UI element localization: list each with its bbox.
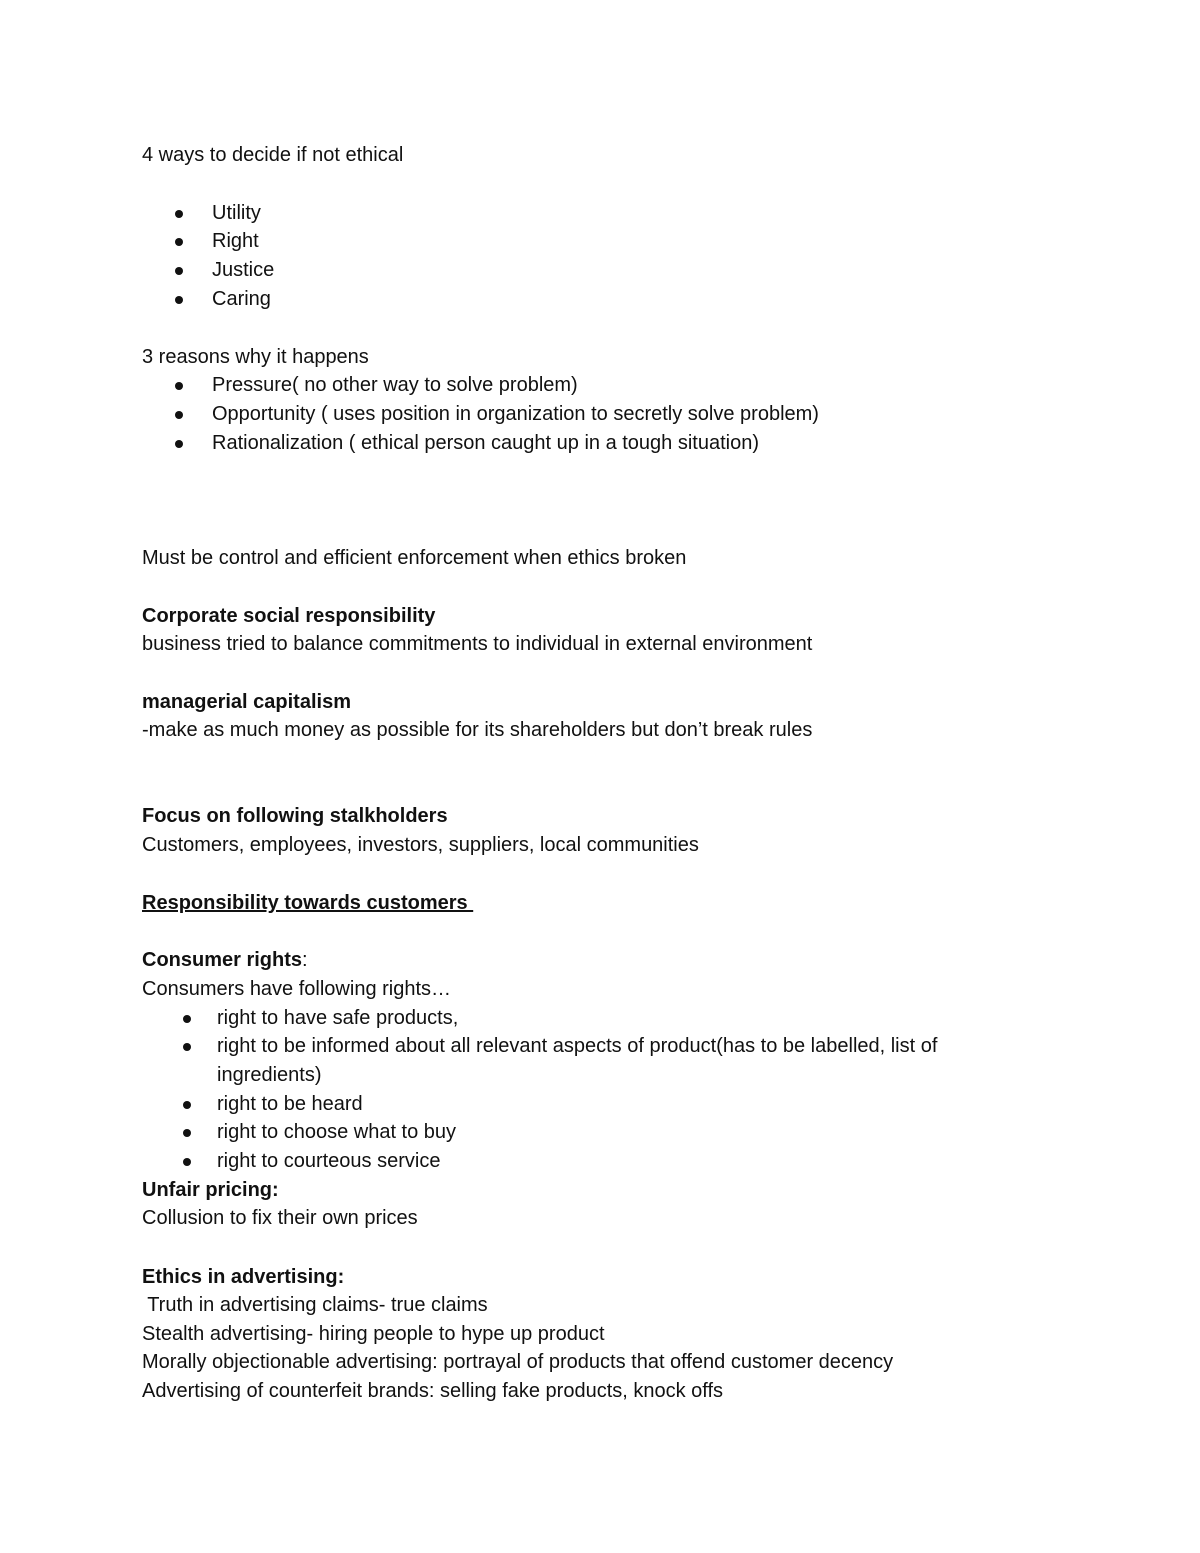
bullet-icon [175,296,183,304]
consumer-rights-heading-line [142,946,308,975]
list-item: Utility [212,202,261,224]
bullet-icon [175,440,183,448]
managerial-text: -make as much money as possible for its shareholders but don’t break rules [142,719,813,741]
consumer-rights-colon: : [302,949,308,971]
responsibility-heading: Responsibility towards customers [142,892,474,914]
list-item: Justice [212,259,275,281]
advertising-line: Advertising of counterfeit brands: selling fake products, knock offs [142,1380,724,1402]
bullet-icon [175,411,183,419]
bullet-icon [175,210,183,218]
advertising-line: Truth in advertising claims- true claims [142,1294,488,1316]
unfair-pricing-heading: Unfair pricing: [142,1179,279,1201]
unfair-pricing-text: Collusion to fix their own prices [142,1207,418,1229]
advertising-line: Stealth advertising- hiring people to hype up product [142,1323,605,1345]
reasons-heading: 3 reasons why it happens [142,346,369,368]
list-item: right to have safe products, [217,1007,459,1029]
csr-heading: Corporate social responsibility [142,605,436,627]
bullet-icon [183,1015,191,1023]
list-item: Caring [212,288,271,310]
list-item: right to courteous service [217,1150,441,1172]
list-item: Rationalization ( ethical person caught up in a tough situation) [212,432,760,454]
bullet-icon [183,1043,191,1051]
bullet-icon [183,1129,191,1137]
bullet-icon [175,267,183,275]
list-item: Pressure( no other way to solve problem) [212,374,578,396]
consumer-rights-heading: Consumer rights [142,949,303,971]
list-item: right to be informed about all relevant aspects of product(has to be labelled, list of [217,1035,938,1057]
control-text: Must be control and efficient enforcement when ethics broken [142,547,687,569]
list-item: right to be heard [217,1093,363,1115]
list-item: Right [212,230,259,252]
stakeholders-heading: Focus on following stalkholders [142,805,448,827]
list-item: Opportunity ( uses position in organization to secretly solve problem) [212,403,819,425]
bullet-icon [183,1158,191,1166]
stakeholders-text: Customers, employees, investors, suppliers, local communities [142,834,699,856]
managerial-heading: managerial capitalism [142,691,351,713]
list-item-continuation: ingredients) [217,1064,322,1086]
ways-heading: 4 ways to decide if not ethical [142,144,404,166]
csr-text: business tried to balance commitments to individual in external environment [142,633,813,655]
bullet-icon [175,238,183,246]
bullet-icon [175,382,183,390]
bullet-icon [183,1101,191,1109]
advertising-line: Morally objectionable advertising: portrayal of products that offend customer decency [142,1351,894,1373]
advertising-heading: Ethics in advertising: [142,1266,345,1288]
consumer-rights-intro: Consumers have following rights… [142,978,452,1000]
list-item: right to choose what to buy [217,1121,457,1143]
